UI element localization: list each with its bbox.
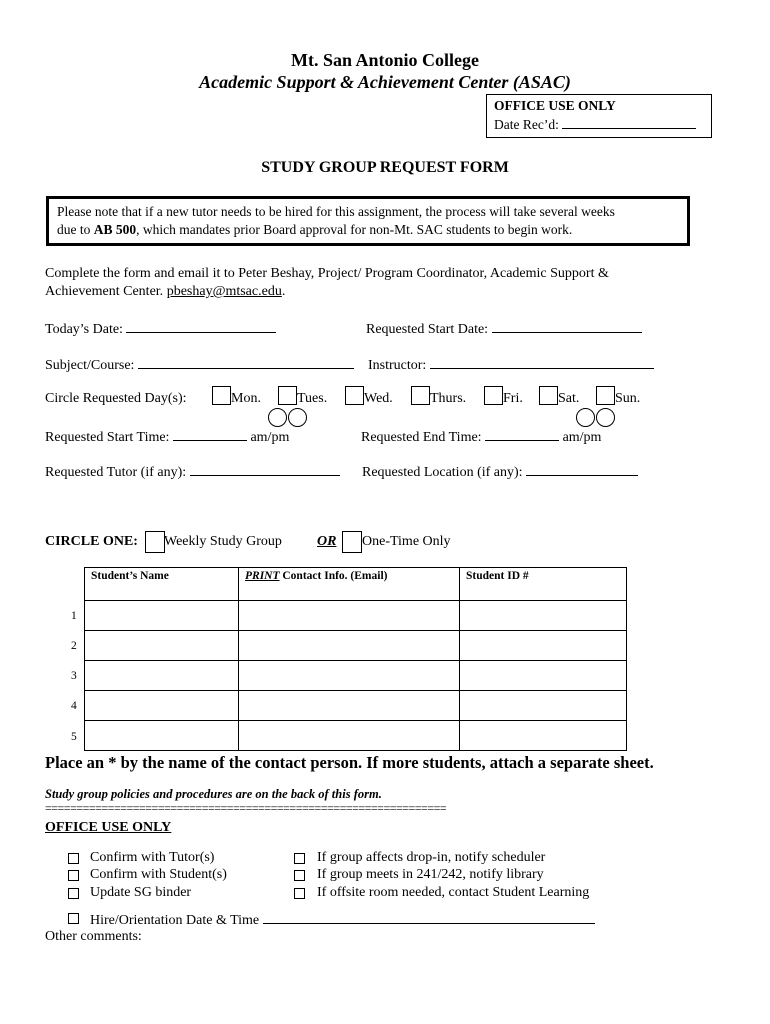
student-id-cell[interactable]	[460, 631, 627, 661]
instructor-input[interactable]	[430, 355, 654, 369]
end-ampm-label: am/pm	[562, 430, 602, 445]
tutor-field	[45, 462, 340, 481]
day-mon-checkbox[interactable]	[212, 386, 231, 405]
office-section-title: OFFICE USE ONLY	[45, 820, 172, 835]
instructions-line-1: Complete the form and email it to Peter Beshay, Project/ Program Coordinator, Academic Support &	[45, 266, 609, 281]
start-date-input[interactable]	[492, 319, 642, 333]
end-am-circle[interactable]	[576, 408, 595, 427]
tutor-input[interactable]	[190, 462, 340, 476]
update-binder-checkbox[interactable]	[68, 888, 79, 899]
hire-orientation-checkbox[interactable]	[68, 913, 79, 924]
confirm-student-label: Confirm with Student(s)	[90, 867, 227, 882]
start-am-circle[interactable]	[268, 408, 287, 427]
one-time-only-label: One-Time Only	[362, 534, 451, 549]
notice-text: due to	[57, 222, 94, 237]
end-time-field	[361, 427, 601, 446]
students-table	[84, 567, 627, 751]
start-ampm-label: am/pm	[250, 430, 290, 445]
confirm-tutor-checkbox[interactable]	[68, 853, 79, 864]
instructions-period: .	[281, 284, 286, 299]
start-date-field	[366, 319, 642, 338]
end-time-label: Requested End Time:	[361, 430, 482, 445]
student-name-cell[interactable]	[85, 631, 239, 661]
table-row	[85, 661, 627, 691]
subject-course-field	[45, 355, 354, 374]
section-divider: ================================================================	[45, 801, 447, 815]
table-row	[85, 631, 627, 661]
day-sat-checkbox[interactable]	[539, 386, 558, 405]
contact-student-learning-label: If offsite room needed, contact Student Learning	[317, 885, 590, 900]
instructor-field	[368, 355, 654, 374]
notify-library-checkbox[interactable]	[294, 870, 305, 881]
day-mon-label: Mon.	[231, 391, 261, 406]
start-time-input[interactable]	[173, 427, 247, 441]
todays-date-field	[45, 319, 276, 338]
office-use-title: OFFICE USE ONLY	[494, 98, 616, 113]
location-input[interactable]	[526, 462, 638, 476]
hire-orientation-label: Hire/Orientation Date & Time	[90, 913, 260, 928]
confirm-student-checkbox[interactable]	[68, 870, 79, 881]
notice-text-end: , which mandates prior Board approval for non-Mt. SAC students to begin work.	[136, 222, 573, 237]
center-subtitle: Academic Support & Achievement Center (ASAC)	[199, 72, 571, 92]
todays-date-input[interactable]	[126, 319, 276, 333]
student-name-cell[interactable]	[85, 721, 239, 751]
date-received-field	[494, 115, 704, 134]
table-row	[85, 691, 627, 721]
weekly-study-group-label: Weekly Study Group	[164, 534, 282, 549]
subject-course-input[interactable]	[138, 355, 354, 369]
col-contact-rest: Contact Info. (Email)	[279, 570, 388, 582]
day-thurs-checkbox[interactable]	[411, 386, 430, 405]
policies-note: Study group policies and procedures are on the back of this form.	[45, 787, 382, 801]
notice-line-1: Please note that if a new tutor needs to be hired for this assignment, the process will take several weeks	[57, 204, 615, 219]
student-name-cell[interactable]	[85, 661, 239, 691]
student-id-cell[interactable]	[460, 691, 627, 721]
hire-orientation-field	[90, 910, 595, 929]
contact-info-cell[interactable]	[239, 601, 460, 631]
contact-student-learning-checkbox[interactable]	[294, 888, 305, 899]
instructions	[45, 265, 609, 301]
office-use-box	[486, 94, 712, 138]
start-pm-circle[interactable]	[288, 408, 307, 427]
contact-person-note: Place an * by the name of the contact person. If more students, attach a separate sheet.	[45, 753, 654, 772]
day-wed-checkbox[interactable]	[345, 386, 364, 405]
subject-course-label: Subject/Course:	[45, 358, 135, 373]
location-field	[362, 462, 638, 481]
row-number: 4	[71, 700, 77, 712]
contact-info-cell[interactable]	[239, 691, 460, 721]
confirm-tutor-label: Confirm with Tutor(s)	[90, 850, 215, 865]
student-id-cell[interactable]	[460, 661, 627, 691]
form-title: STUDY GROUP REQUEST FORM	[261, 159, 509, 176]
row-number: 1	[71, 610, 77, 622]
notify-scheduler-label: If group affects drop-in, notify scheduler	[317, 850, 546, 865]
day-wed-label: Wed.	[364, 391, 393, 406]
day-fri-checkbox[interactable]	[484, 386, 503, 405]
start-date-label: Requested Start Date:	[366, 322, 489, 337]
contact-info-cell[interactable]	[239, 661, 460, 691]
instructions-text: Achievement Center.	[45, 284, 167, 299]
other-comments-label: Other comments:	[45, 929, 142, 944]
row-number: 3	[71, 670, 77, 682]
col-contact-print: PRINT	[245, 570, 280, 582]
circle-days-label: Circle Requested Day(s):	[45, 391, 187, 406]
end-time-input[interactable]	[485, 427, 559, 441]
day-sun-checkbox[interactable]	[596, 386, 615, 405]
student-name-cell[interactable]	[85, 601, 239, 631]
update-binder-label: Update SG binder	[90, 885, 192, 900]
todays-date-label: Today’s Date:	[45, 322, 123, 337]
day-sun-label: Sun.	[615, 391, 641, 406]
student-name-cell[interactable]	[85, 691, 239, 721]
day-thurs-label: Thurs.	[430, 391, 467, 406]
table-header-row	[85, 568, 627, 601]
contact-info-cell[interactable]	[239, 721, 460, 751]
date-received-line[interactable]	[562, 115, 696, 129]
day-fri-label: Fri.	[503, 391, 523, 406]
one-time-only-checkbox[interactable]	[342, 531, 362, 553]
row-number: 5	[71, 731, 77, 743]
start-time-label: Requested Start Time:	[45, 430, 170, 445]
day-tues-checkbox[interactable]	[278, 386, 297, 405]
col-contact-info	[239, 568, 460, 601]
notice-box	[46, 196, 690, 246]
college-title: Mt. San Antonio College	[290, 50, 479, 70]
table-row	[85, 721, 627, 751]
or-label: OR	[317, 534, 337, 549]
col-student-name: Student’s Name	[85, 568, 239, 601]
notice-ab500: AB 500	[93, 222, 137, 237]
end-pm-circle[interactable]	[596, 408, 615, 427]
contact-info-cell[interactable]	[239, 631, 460, 661]
day-sat-label: Sat.	[558, 391, 580, 406]
tutor-label: Requested Tutor (if any):	[45, 465, 187, 480]
hire-orientation-input[interactable]	[263, 910, 595, 924]
date-received-label: Date Rec’d:	[494, 117, 559, 132]
notify-scheduler-checkbox[interactable]	[294, 853, 305, 864]
student-id-cell[interactable]	[460, 601, 627, 631]
notice-line-2	[57, 221, 679, 239]
weekly-study-group-checkbox[interactable]	[145, 531, 165, 553]
location-label: Requested Location (if any):	[362, 465, 523, 480]
instructor-label: Instructor:	[368, 358, 427, 373]
coordinator-email-link[interactable]: pbeshay@mtsac.edu	[166, 284, 282, 299]
table-row	[85, 601, 627, 631]
col-student-id: Student ID #	[460, 568, 627, 601]
notify-library-label: If group meets in 241/242, notify library	[317, 867, 544, 882]
instructions-line-2	[45, 283, 609, 301]
day-tues-label: Tues.	[297, 391, 328, 406]
start-time-field	[45, 427, 289, 446]
row-number: 2	[71, 640, 77, 652]
student-id-cell[interactable]	[460, 721, 627, 751]
circle-one-label: CIRCLE ONE:	[45, 534, 138, 549]
